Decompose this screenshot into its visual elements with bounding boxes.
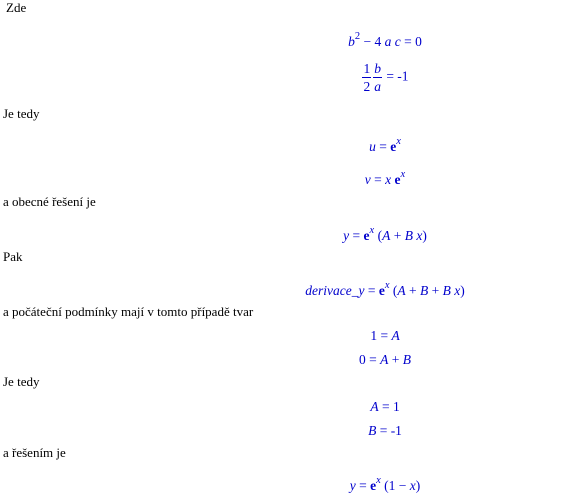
equals: =	[377, 328, 392, 343]
var-B: B	[402, 352, 411, 367]
euler-e: e	[363, 228, 370, 243]
var-x: x	[385, 172, 392, 187]
exponent: 2	[354, 31, 361, 42]
paren-open: (	[374, 228, 383, 243]
value: 0	[359, 352, 366, 367]
var-a: a	[384, 34, 392, 49]
var-x: x	[409, 478, 416, 493]
var-A: A	[382, 228, 391, 243]
numerator: b	[374, 61, 381, 76]
var-derivace-y: derivace_y	[305, 283, 365, 298]
equation-condition-1	[0, 327, 583, 345]
paren-close: )	[422, 228, 427, 243]
paren-close: )	[460, 283, 465, 298]
equation-final-solution	[0, 477, 583, 495]
denominator: a	[374, 79, 381, 94]
exponent: x	[400, 169, 406, 180]
var-u: u	[369, 139, 376, 154]
text-zde: Zde	[6, 0, 27, 15]
value: 1	[392, 399, 400, 414]
var-A: A	[380, 352, 389, 367]
equals: =	[355, 478, 371, 493]
paren-close: )	[415, 478, 421, 493]
equals: =	[370, 172, 386, 187]
equation-v	[0, 171, 583, 189]
equation-B-value	[0, 422, 583, 440]
var-v: v	[364, 172, 371, 187]
exponent: x	[369, 225, 375, 236]
exponent: x	[384, 280, 390, 291]
fraction-b-over-a	[373, 60, 382, 95]
equation-u	[0, 138, 583, 156]
equals: =	[365, 352, 381, 367]
var-A: A	[370, 399, 379, 414]
euler-e: e	[378, 283, 385, 298]
equation-derivative	[0, 282, 583, 300]
text-je-tedy-2: Je tedy	[3, 374, 40, 389]
fraction-one-half	[362, 60, 371, 95]
text-obecne-reseni: a obecné řešení je	[3, 194, 96, 209]
equation-A-value	[0, 398, 583, 416]
equals: =	[375, 139, 391, 154]
exponent: x	[376, 475, 381, 486]
text-pocatecni-podminky: a počáteční podmínky mají v tomto případě tvar	[3, 304, 254, 319]
var-c: c	[394, 34, 401, 49]
var-B: B	[420, 283, 429, 298]
equation-condition-2	[0, 351, 583, 369]
equals: =	[376, 423, 391, 438]
exponent: x	[396, 136, 401, 147]
text-pak: Pak	[3, 249, 23, 264]
plus: +	[428, 283, 443, 298]
var-y: y	[343, 228, 350, 243]
value: 1	[370, 328, 378, 343]
equals: =	[349, 228, 364, 243]
equation-discriminant	[0, 33, 583, 51]
plus: +	[390, 228, 405, 243]
numerator: 1	[363, 61, 371, 76]
plus: +	[388, 352, 403, 367]
var-b: b	[348, 34, 355, 49]
equals: =	[378, 399, 393, 414]
euler-e: e	[390, 139, 397, 154]
value: -1	[390, 423, 402, 438]
paren-open: (	[389, 283, 398, 298]
equation-root	[0, 60, 583, 95]
var-B: B	[404, 228, 413, 243]
paren-open: (1 −	[380, 478, 410, 493]
denominator: 2	[363, 79, 371, 94]
var-B: B	[442, 283, 451, 298]
euler-e: e	[394, 172, 401, 187]
var-A: A	[397, 283, 406, 298]
operator: − 4	[360, 34, 385, 49]
plus: +	[405, 283, 420, 298]
var-y: y	[349, 478, 356, 493]
euler-e: e	[370, 478, 377, 493]
var-B: B	[368, 423, 377, 438]
text-je-tedy-1: Je tedy	[3, 106, 40, 121]
var-x: x	[454, 283, 461, 298]
rhs: = -1	[382, 68, 409, 84]
var-x: x	[416, 228, 423, 243]
text-resenim: a řešením je	[3, 445, 66, 460]
var-A: A	[391, 328, 400, 343]
equals: =	[364, 283, 379, 298]
rhs: = 0	[400, 34, 422, 49]
equation-general-solution	[0, 227, 583, 245]
